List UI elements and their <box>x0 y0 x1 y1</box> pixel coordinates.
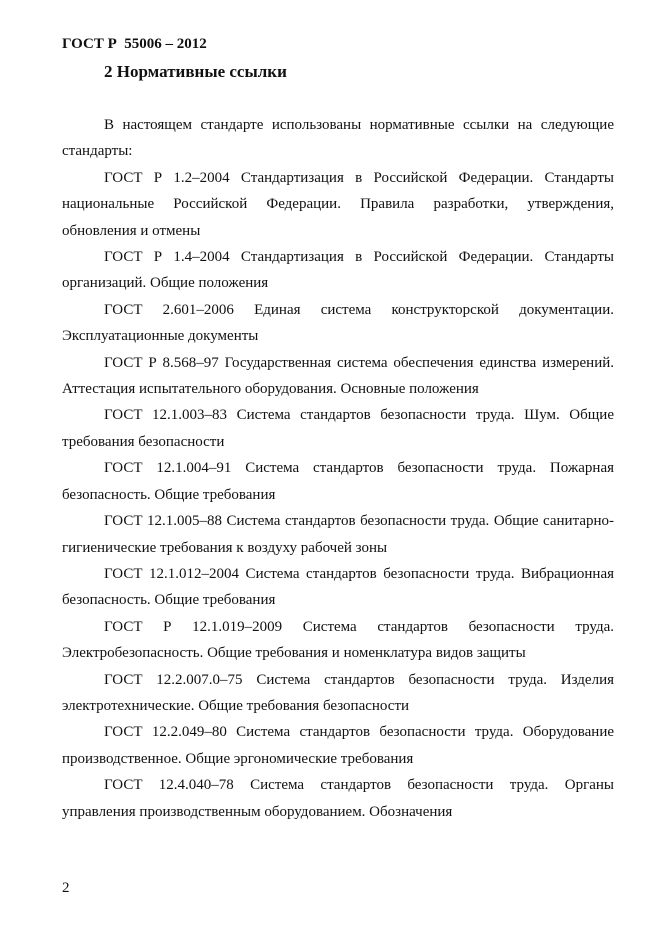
reference-item: ГОСТ Р 1.2–2004 Стандартизация в Российской Федерации. Стандарты национальные Российской Федерации. Правила разработки, утверждения, обновления и отмены <box>62 169 614 239</box>
reference-item: ГОСТ 12.1.012–2004 Система стандартов безопасности труда. Вибрационная безопасность. Общие требования <box>62 565 614 609</box>
reference-item: ГОСТ 12.1.004–91 Система стандартов безопасности труда. Пожарная безопасность. Общие требования <box>62 460 614 503</box>
page-number: 2 <box>62 880 70 896</box>
intro-paragraph: В настоящем стандарте использованы нормативные ссылки на следующие стандарты: <box>62 117 614 160</box>
document-code-header: ГОСТ Р 55006 – 2012 <box>62 36 207 52</box>
reference-item: ГОСТ 12.4.040–78 Система стандартов безопасности труда. Органы управления производственным оборудованием. Обозначения <box>62 777 614 820</box>
reference-item: ГОСТ Р 8.568–97 Государственная система обеспечения единства измерений. Аттестация испытательного оборудования. Основные положения <box>62 354 614 398</box>
reference-item: ГОСТ 12.2.007.0–75 Система стандартов безопасности труда. Изделия электротехнические. Общие требования безопасности <box>62 671 614 714</box>
document-body <box>62 112 614 825</box>
reference-item: ГОСТ 12.1.003–83 Система стандартов безопасности труда. Шум. Общие требования безопасности <box>62 407 614 450</box>
reference-item: ГОСТ 12.2.049–80 Система стандартов безопасности труда. Оборудование производственное. Общие эргономические требования <box>62 724 614 767</box>
reference-item: ГОСТ Р 1.4–2004 Стандартизация в Российской Федерации. Стандарты организаций. Общие положения <box>62 249 614 292</box>
reference-item: ГОСТ 12.1.005–88 Система стандартов безопасности труда. Общие санитарно-гигиенические требования к воздуху рабочей зоны <box>62 513 614 556</box>
reference-item: ГОСТ Р 12.1.019–2009 Система стандартов безопасности труда. Электробезопасность. Общие требования и номенклатура видов защиты <box>62 618 614 662</box>
reference-item: ГОСТ 2.601–2006 Единая система конструкторской документации. Эксплуатационные документы <box>62 301 614 345</box>
section-title: 2 Нормативные ссылки <box>104 62 287 81</box>
